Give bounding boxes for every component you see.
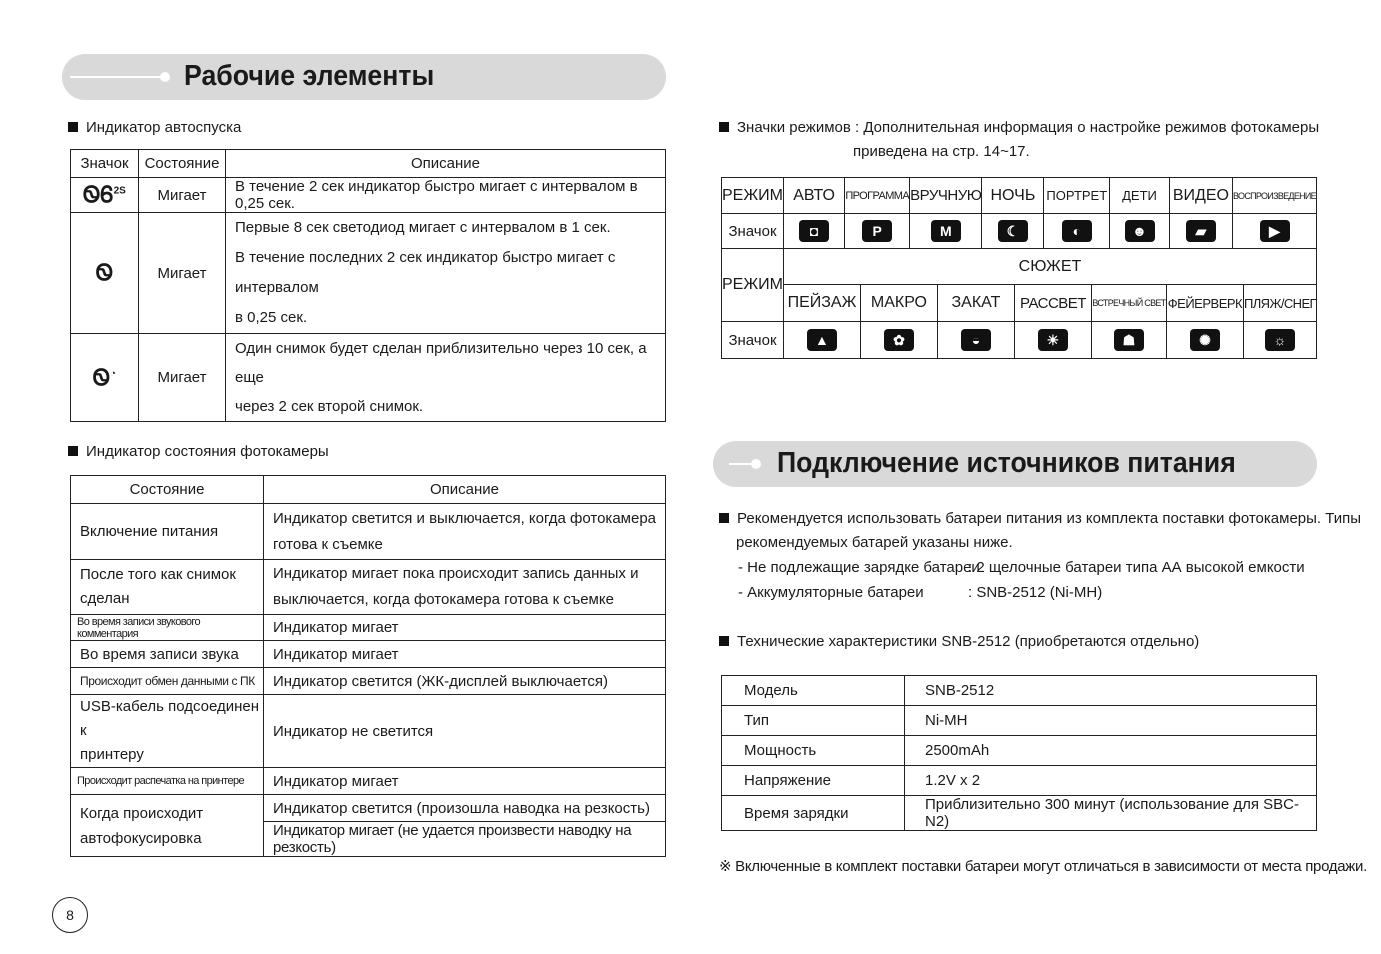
table-cell: Индикатор светится (произошла наводка на резкость) (264, 795, 666, 822)
col-header-icon: Значок (71, 150, 139, 178)
table-cell: После того как снимок сделан (71, 560, 264, 615)
spec-key: Модель (722, 676, 905, 706)
spec-value: SNB-2512 (905, 676, 1317, 706)
backlight-icon: ☗ (1091, 322, 1166, 359)
selftimer-10s-icon: Ꮻ (71, 213, 139, 334)
table-cell: Индикатор мигает пока происходит запись данных и выключается, когда фотокамера готова к съемке (264, 560, 666, 615)
status-title: Индикатор состояния фотокамеры (68, 443, 329, 460)
table-cell: Индикатор мигает (264, 615, 666, 641)
row-label-icon: Значок (722, 214, 784, 249)
scene-landscape: ПЕЙЗАЖ (783, 285, 860, 322)
page-title: Рабочие элементы (184, 60, 435, 92)
spec-value: 2500mAh (905, 736, 1317, 766)
power-line2: рекомендуемых батарей указаны ниже. (736, 534, 1013, 551)
spec-value: Приблизительно 300 минут (использование для SBC-N2) (905, 796, 1317, 831)
playback-icon: ▶ (1233, 214, 1317, 249)
selftimer-table (70, 149, 666, 422)
header-dot-decoration (160, 72, 170, 82)
scene-macro: МАКРО (860, 285, 937, 322)
fireworks-icon: ✺ (1166, 322, 1243, 359)
table-cell: Мигает (139, 178, 226, 213)
table-cell: Индикатор не светится (264, 695, 666, 768)
table-cell: Происходит распечатка на принтере (71, 768, 264, 795)
col-header-state: Состояние (71, 476, 264, 504)
header-line-decoration (70, 76, 162, 78)
header-dot-decoration (751, 459, 761, 469)
mode-manual: ВРУЧНУЮ (910, 178, 982, 214)
spec-key: Тип (722, 706, 905, 736)
table-cell: В течение 2 сек индикатор быстро мигает с интервалом в 0,25 сек. (226, 178, 666, 213)
table-cell: Индикатор мигает (264, 641, 666, 668)
scene-table (721, 248, 1317, 359)
portrait-icon: ◐ (1044, 214, 1110, 249)
section-header-power (713, 441, 1317, 487)
table-cell: Мигает (139, 334, 226, 422)
row-label-icon: Значок (722, 322, 784, 359)
selftimer-title: Индикатор автоспуска (68, 119, 241, 136)
mode-kids: ДЕТИ (1110, 178, 1170, 214)
camera-icon: ◘ (783, 214, 844, 249)
battery-type-1-value: : 2 щелочные батареи типа АА высокой емкости (968, 559, 1305, 576)
row-label-mode: РЕЖИМ (722, 178, 784, 214)
modes-title: Значки режимов : Дополнительная информация о настройке режимов фотокамеры (719, 119, 1319, 136)
scene-backlight: ВСТРЕЧНЫЙ СВЕТ (1091, 285, 1166, 322)
table-cell: Включение питания (71, 504, 264, 560)
col-header-state: Состояние (139, 150, 226, 178)
spec-value: 1.2V x 2 (905, 766, 1317, 796)
battery-type-1-label: - Не подлежащие зарядке батареи (738, 559, 980, 576)
scene-fireworks: ФЕЙЕРВЕРК (1166, 285, 1243, 322)
table-cell: USB-кабель подсоединен к принтеру (71, 695, 264, 768)
table-cell: Когда происходит автофокусировка (71, 795, 264, 857)
page-number: 8 (52, 897, 88, 933)
mode-auto: АВТО (783, 178, 844, 214)
spec-key: Напряжение (722, 766, 905, 796)
mode-program: ПРОГРАММА (845, 178, 910, 214)
bullet-icon (719, 636, 729, 646)
section-header-controls (62, 54, 666, 100)
bullet-icon (68, 122, 78, 132)
bullet-icon (719, 122, 729, 132)
modes-title-cont: приведена на стр. 14~17. (853, 143, 1030, 160)
scene-beach-snow: ПЛЯЖ/СНЕГ (1243, 285, 1316, 322)
table-cell: Во время записи звука (71, 641, 264, 668)
section-title: Подключение источников питания (777, 447, 1236, 479)
table-cell: Во время записи звукового комментария (71, 615, 264, 641)
battery-type-2-label: - Аккумуляторные батареи (738, 584, 924, 601)
col-header-desc: Описание (226, 150, 666, 178)
battery-type-2-value: : SNB-2512 (Ni-MH) (968, 584, 1103, 601)
mode-night: НОЧЬ (982, 178, 1044, 214)
mode-portrait: ПОРТРЕТ (1044, 178, 1110, 214)
footnote: ※ Включенные в комплект поставки батареи могут отличаться в зависимости от места продажи. (719, 858, 1367, 875)
table-cell: Один снимок будет сделан приблизительно через 10 сек, а еще через 2 сек второй снимок. (226, 334, 666, 422)
table-cell: Мигает (139, 213, 226, 334)
video-icon: ▰ (1169, 214, 1232, 249)
scene-sunset: ЗАКАТ (937, 285, 1014, 322)
sunset-icon: ◒ (937, 322, 1014, 359)
program-icon: P (845, 214, 910, 249)
spec-key: Время зарядки (722, 796, 905, 831)
spec-key: Мощность (722, 736, 905, 766)
macro-icon: ✿ (860, 322, 937, 359)
night-icon: ☾ (982, 214, 1044, 249)
selftimer-double-icon: Ꮻ◔ (71, 334, 139, 422)
table-cell: Индикатор светится и выключается, когда фотокамера готова к съемке (264, 504, 666, 560)
table-cell: Индикатор мигает (264, 768, 666, 795)
mode-video: ВИДЕО (1169, 178, 1232, 214)
row-label-mode: РЕЖИМ (722, 249, 784, 322)
landscape-icon: ▲ (783, 322, 860, 359)
manual-icon: M (910, 214, 982, 249)
kids-icon: ☻ (1110, 214, 1170, 249)
table-cell: Первые 8 сек светодиод мигает с интервалом в 1 сек. В течение последних 2 сек индикатор быстро мигает с интервалом в 0,25 сек. (226, 213, 666, 334)
scene-dawn: РАССВЕТ (1014, 285, 1091, 322)
scene-label: СЮЖЕТ (783, 249, 1316, 285)
mode-playback: ВОСПРОИЗВЕДЕНИЕ (1233, 178, 1317, 214)
specs-title: Технические характеристики SNB-2512 (приобретаются отдельно) (719, 633, 1199, 650)
selftimer-2s-icon: ᏫᏮ$^{2S}$ (71, 178, 139, 213)
table-cell: Индикатор светится (ЖК-дисплей выключается) (264, 668, 666, 695)
beach-snow-icon: ☼ (1243, 322, 1316, 359)
spec-value: Ni-MH (905, 706, 1317, 736)
bullet-icon (68, 446, 78, 456)
status-table (70, 475, 666, 857)
bullet-icon (719, 513, 729, 523)
power-line1: Рекомендуется использовать батареи питания из комплекта поставки фотокамеры. Типы (719, 510, 1361, 527)
table-cell: Индикатор мигает (не удается произвести наводку на резкость) (264, 822, 666, 857)
dawn-icon: ☀ (1014, 322, 1091, 359)
specs-table (721, 675, 1317, 831)
table-cell: Происходит обмен данными с ПК (71, 668, 264, 695)
col-header-desc: Описание (264, 476, 666, 504)
modes-table (721, 177, 1317, 249)
